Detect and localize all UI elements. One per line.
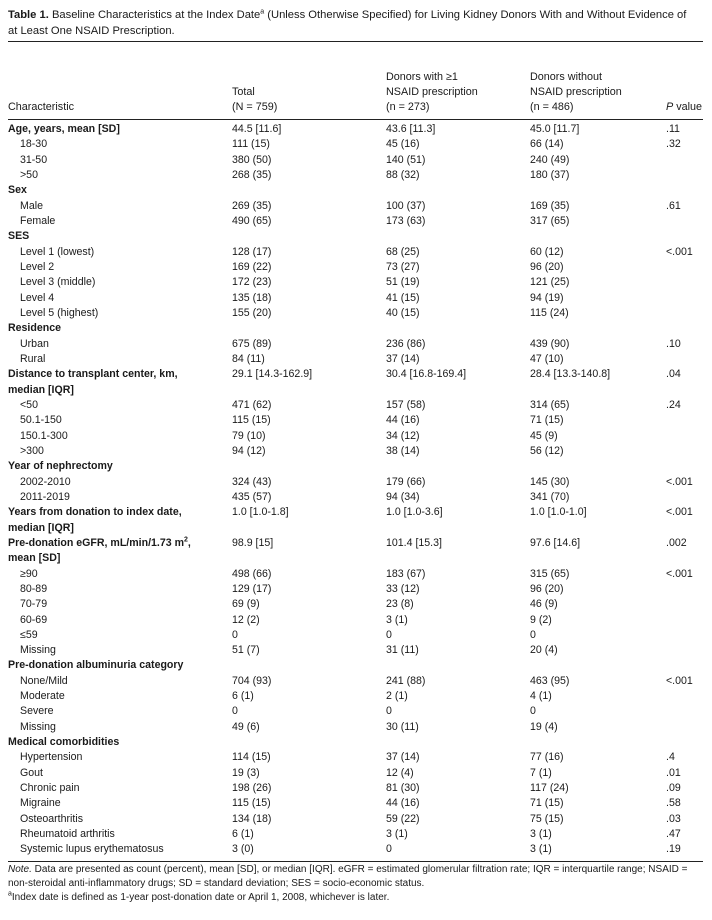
with-nsaid-cell: 88 (32): [386, 168, 420, 181]
row-label: [20, 720, 240, 735]
table-row: [0, 275, 712, 290]
with-nsaid-cell: 94 (34): [386, 490, 420, 503]
row-label: [20, 398, 240, 413]
with-nsaid-cell: 12 (4): [386, 766, 414, 779]
row-label: [20, 214, 240, 229]
table-row: [0, 352, 712, 367]
row-label-text: Pre-donation eGFR, mL/min/1.73 m: [8, 536, 185, 549]
table-body: [0, 122, 712, 858]
p-value-cell: .04: [666, 368, 681, 381]
total-cell: 69 (9): [232, 598, 260, 611]
row-label-text: <50: [20, 398, 38, 411]
row-label: [20, 689, 240, 704]
row-label-text: Urban: [20, 337, 49, 350]
header-p-rest: value: [673, 101, 703, 113]
p-value-cell: <.001: [666, 475, 693, 488]
row-label: [8, 183, 228, 198]
row-label: [8, 229, 228, 244]
with-nsaid-cell: 44 (16): [386, 797, 420, 810]
without-nsaid-cell: 463 (95): [530, 674, 570, 687]
without-nsaid-cell: 240 (49): [530, 153, 570, 166]
with-nsaid-cell: 81 (30): [386, 782, 420, 795]
row-label: [20, 352, 240, 367]
note-text: Data are presented as count (percent), mean [SD], or median [IQR]. eGFR = estimated glomerular filtration rate; IQR = interquartile range; NSAID = non-steroidal anti-inflammatory drugs; SD = standard deviation; SES = socio-economic status.: [8, 864, 688, 889]
header-p-italic: P: [666, 101, 674, 113]
row-label: [20, 245, 240, 260]
without-nsaid-cell: 314 (65): [530, 398, 570, 411]
p-value-cell: <.001: [666, 674, 693, 687]
header-without-nsaid: Donors without NSAID prescription (n = 486): [530, 71, 622, 113]
total-cell: 115 (15): [232, 797, 271, 810]
row-label: [20, 597, 240, 612]
table-row: [0, 260, 712, 275]
with-nsaid-cell: 140 (51): [386, 153, 426, 166]
with-nsaid-cell: 23 (8): [386, 598, 414, 611]
with-nsaid-cell: 31 (11): [386, 644, 419, 657]
p-value-cell: .01: [666, 766, 681, 779]
total-cell: 19 (3): [232, 766, 260, 779]
header-characteristic: Characteristic: [8, 101, 74, 113]
table-section-row: [0, 321, 712, 336]
with-nsaid-cell: 30 (11): [386, 720, 419, 733]
row-label-text: ≤59: [20, 628, 38, 641]
p-value-cell: <.001: [666, 245, 693, 258]
row-label: [20, 582, 240, 597]
footnote-text: Index date is defined as 1-year post-donation date or April 1, 2008, whichever is later.: [11, 892, 390, 903]
row-label-text: Age, years, mean [SD]: [8, 123, 120, 135]
table-row: [0, 168, 712, 183]
with-nsaid-cell: 37 (14): [386, 751, 420, 764]
with-nsaid-cell: 101.4 [15.3]: [386, 536, 442, 549]
with-nsaid-cell: 37 (14): [386, 352, 420, 365]
row-label: [8, 122, 228, 137]
without-nsaid-cell: 96 (20): [530, 582, 564, 595]
with-nsaid-cell: 33 (12): [386, 582, 420, 595]
without-nsaid-cell: 19 (4): [530, 720, 558, 733]
with-nsaid-cell: 38 (14): [386, 444, 420, 457]
row-label-text: Years from donation to index date, median [IQR]: [8, 506, 182, 534]
without-nsaid-cell: 56 (12): [530, 444, 564, 457]
total-cell: 490 (65): [232, 214, 272, 227]
row-label-text: Level 1 (lowest): [20, 245, 95, 258]
table-row: [0, 153, 712, 168]
total-cell: 12 (2): [232, 613, 260, 626]
with-nsaid-cell: 1.0 [1.0-3.6]: [386, 506, 443, 519]
row-label: [20, 796, 240, 811]
total-cell: 29.1 [14.3-162.9]: [232, 368, 313, 381]
total-cell: 704 (93): [232, 674, 272, 687]
table-caption: [8, 7, 698, 39]
without-nsaid-cell: 47 (10): [530, 352, 564, 365]
row-label: [20, 413, 240, 428]
table-row: [0, 613, 712, 628]
total-cell: 380 (50): [232, 153, 272, 166]
total-cell: 198 (26): [232, 782, 272, 795]
p-value-cell: <.001: [666, 506, 693, 519]
total-cell: 111 (15): [232, 138, 270, 151]
table-row: [0, 766, 712, 781]
with-nsaid-cell: 68 (25): [386, 245, 420, 258]
row-label-text: 31-50: [20, 153, 48, 166]
table-row: [0, 689, 712, 704]
total-cell: 49 (6): [232, 720, 260, 733]
row-label: [8, 658, 228, 673]
row-label-text: Level 4: [20, 291, 55, 304]
row-label: [20, 490, 240, 505]
footnote-marker: a: [8, 890, 12, 898]
row-label-text: Level 3 (middle): [20, 276, 96, 289]
total-cell: 268 (35): [232, 168, 272, 181]
table-row: [0, 444, 712, 459]
row-label-text: Medical comorbidities: [8, 736, 120, 749]
p-value-cell: .002: [666, 536, 687, 549]
p-value-cell: .4: [666, 751, 675, 764]
row-label: [20, 704, 240, 719]
with-nsaid-cell: 41 (15): [386, 291, 420, 304]
row-label: [20, 137, 240, 152]
table-section-row: [0, 735, 712, 750]
row-label: [8, 459, 228, 474]
with-nsaid-cell: 157 (58): [386, 398, 426, 411]
total-cell: 134 (18): [232, 812, 272, 825]
row-label-text: 2011-2019: [20, 490, 70, 503]
p-value-cell: .19: [666, 843, 681, 856]
row-label: [20, 444, 240, 459]
header-p-value: [666, 100, 702, 115]
total-cell: 44.5 [11.6]: [232, 123, 282, 135]
without-nsaid-cell: 117 (24): [530, 782, 569, 795]
with-nsaid-cell: 3 (1): [386, 613, 408, 626]
row-label: [20, 260, 240, 275]
without-nsaid-cell: 60 (12): [530, 245, 564, 258]
table-row: [0, 597, 712, 612]
total-cell: 471 (62): [232, 398, 272, 411]
row-label-text: Male: [20, 199, 43, 212]
row-label-text: Rheumatoid arthritis: [20, 828, 115, 841]
row-label-text: 18-30: [20, 138, 48, 151]
row-label-text-rest: , mean [SD]: [8, 536, 191, 565]
table-notes: [8, 863, 698, 905]
without-nsaid-cell: 341 (70): [530, 490, 570, 503]
without-nsaid-cell: 94 (19): [530, 291, 564, 304]
with-nsaid-cell: 3 (1): [386, 828, 408, 841]
p-value-cell: .11: [666, 123, 680, 135]
row-label: [20, 168, 240, 183]
table-row: [0, 720, 712, 735]
total-cell: 6 (1): [232, 828, 254, 841]
total-cell: 172 (23): [232, 276, 272, 289]
row-label: [20, 567, 240, 582]
total-cell: 0: [232, 705, 238, 718]
without-nsaid-cell: 46 (9): [530, 598, 558, 611]
with-nsaid-cell: 236 (86): [386, 337, 426, 350]
row-label: [8, 735, 228, 750]
row-label: [20, 827, 240, 842]
total-cell: 129 (17): [232, 582, 272, 595]
table-row: [0, 413, 712, 428]
row-label-text: >300: [20, 444, 44, 457]
row-label-text: ≥90: [20, 567, 38, 580]
table-row: [0, 781, 712, 796]
without-nsaid-cell: 77 (16): [530, 751, 564, 764]
table-section-row: [0, 658, 712, 673]
total-cell: 51 (7): [232, 644, 260, 657]
row-label-text: Residence: [8, 322, 61, 335]
total-cell: 435 (57): [232, 490, 272, 503]
top-rule: [8, 41, 703, 42]
table-row: [0, 827, 712, 842]
without-nsaid-cell: 315 (65): [530, 567, 570, 580]
without-nsaid-cell: 169 (35): [530, 199, 570, 212]
note-label: Note.: [8, 864, 32, 875]
p-value-cell: .09: [666, 782, 681, 795]
table-row: [0, 214, 712, 229]
with-nsaid-cell: 43.6 [11.3]: [386, 123, 436, 135]
without-nsaid-cell: 75 (15): [530, 812, 564, 825]
table-section-row: [0, 122, 712, 137]
row-label-text: Chronic pain: [20, 782, 80, 795]
row-label: [20, 475, 240, 490]
table-row: [0, 796, 712, 811]
table-row: [0, 199, 712, 214]
without-nsaid-cell: 20 (4): [530, 644, 558, 657]
with-nsaid-cell: 2 (1): [386, 690, 408, 703]
without-nsaid-cell: 96 (20): [530, 260, 564, 273]
without-nsaid-cell: 97.6 [14.6]: [530, 536, 581, 549]
row-label: [20, 306, 240, 321]
table-label: Table 1.: [8, 9, 49, 21]
with-nsaid-cell: 45 (16): [386, 138, 420, 151]
row-label: [8, 505, 228, 536]
total-cell: 269 (35): [232, 199, 272, 212]
table-section-row: [0, 505, 712, 536]
header-total: Total (N = 759): [232, 86, 278, 113]
with-nsaid-cell: 30.4 [16.8-169.4]: [386, 368, 467, 381]
table-row: [0, 337, 712, 352]
row-label-text: Moderate: [20, 690, 65, 703]
row-label: [20, 153, 240, 168]
with-nsaid-cell: 241 (88): [386, 674, 426, 687]
without-nsaid-cell: 71 (15): [530, 797, 564, 810]
p-value-cell: .24: [666, 398, 681, 411]
with-nsaid-cell: 40 (15): [386, 306, 420, 319]
total-cell: 84 (11): [232, 352, 265, 365]
bottom-rule: [8, 861, 703, 862]
table-row: [0, 475, 712, 490]
without-nsaid-cell: 3 (1): [530, 828, 552, 841]
row-label-text: 80-89: [20, 582, 48, 595]
row-label: [20, 199, 240, 214]
table-row: [0, 582, 712, 597]
without-nsaid-cell: 7 (1): [530, 766, 552, 779]
with-nsaid-cell: 173 (63): [386, 214, 426, 227]
row-label-text: Sex: [8, 184, 27, 197]
row-label-text: Distance to transplant center, km, median [IQR]: [8, 368, 178, 396]
with-nsaid-cell: 0: [386, 843, 392, 856]
total-cell: 0: [232, 628, 238, 641]
caption-text-rest: (Unless Otherwise Specified) for Living Kidney Donors With and Without Evidence of at Least One NSAID Prescription.: [8, 9, 687, 37]
total-cell: 675 (89): [232, 337, 272, 350]
row-label-text: 150.1-300: [20, 429, 68, 442]
row-label-text: 2002-2010: [20, 475, 71, 488]
p-value-cell: .03: [666, 812, 681, 825]
without-nsaid-cell: 317 (65): [530, 214, 570, 227]
note: [8, 863, 698, 891]
row-label-text: Year of nephrectomy: [8, 460, 113, 473]
table-row: [0, 812, 712, 827]
total-cell: 324 (43): [232, 475, 272, 488]
row-label: [20, 613, 240, 628]
table-section-row: [0, 229, 712, 244]
row-label-text: 50.1-150: [20, 414, 62, 427]
row-label: [20, 781, 240, 796]
table-row: [0, 674, 712, 689]
table-row: [0, 567, 712, 582]
table-row: [0, 429, 712, 444]
total-cell: 114 (15): [232, 751, 271, 764]
table-section-row: [0, 367, 712, 398]
row-label-text: Osteoarthritis: [20, 812, 83, 825]
with-nsaid-cell: 0: [386, 705, 392, 718]
footnote: [8, 891, 698, 905]
row-label-text: >50: [20, 168, 38, 181]
without-nsaid-cell: 145 (30): [530, 475, 570, 488]
table-row: [0, 291, 712, 306]
p-value-cell: .10: [666, 337, 681, 350]
row-label: [20, 766, 240, 781]
total-cell: 94 (12): [232, 444, 266, 457]
with-nsaid-cell: 100 (37): [386, 199, 426, 212]
row-label: [20, 337, 240, 352]
row-label: [8, 367, 228, 398]
row-label: [20, 842, 240, 857]
row-label: [8, 536, 228, 567]
row-label-text: None/Mild: [20, 674, 68, 687]
row-label: [20, 429, 240, 444]
row-label: [20, 643, 240, 658]
row-label: [20, 812, 240, 827]
without-nsaid-cell: 4 (1): [530, 690, 552, 703]
without-nsaid-cell: 0: [530, 705, 536, 718]
total-cell: 135 (18): [232, 291, 272, 304]
total-cell: 498 (66): [232, 567, 272, 580]
with-nsaid-cell: 51 (19): [386, 276, 420, 289]
table-section-row: [0, 536, 712, 567]
table-row: [0, 842, 712, 857]
without-nsaid-cell: 180 (37): [530, 168, 570, 181]
row-label-superscript: 2: [184, 536, 188, 544]
total-cell: 1.0 [1.0-1.8]: [232, 506, 289, 519]
total-cell: 155 (20): [232, 306, 272, 319]
header-with-nsaid: Donors with ≥1 NSAID prescription (n = 273): [386, 71, 478, 113]
with-nsaid-cell: 44 (16): [386, 414, 420, 427]
table-row: [0, 490, 712, 505]
p-value-cell: .47: [666, 828, 681, 841]
without-nsaid-cell: 45 (9): [530, 429, 558, 442]
header-rule: [8, 119, 703, 120]
table-row: [0, 137, 712, 152]
table-row: [0, 398, 712, 413]
table-row: [0, 306, 712, 321]
caption-footnote-marker: a: [260, 8, 265, 16]
total-cell: 3 (0): [232, 843, 254, 856]
row-label-text: Hypertension: [20, 751, 83, 764]
row-label-text: Pre-donation albuminuria category: [8, 659, 184, 672]
without-nsaid-cell: 121 (25): [530, 276, 570, 289]
row-label: [20, 674, 240, 689]
with-nsaid-cell: 34 (12): [386, 429, 420, 442]
table-row: [0, 750, 712, 765]
row-label-text: Gout: [20, 766, 43, 779]
with-nsaid-cell: 0: [386, 628, 392, 641]
with-nsaid-cell: 59 (22): [386, 812, 420, 825]
row-label-text: Level 5 (highest): [20, 306, 99, 319]
row-label: [8, 321, 228, 336]
table-section-row: [0, 459, 712, 474]
row-label-text: 60-69: [20, 613, 48, 626]
row-label: [20, 628, 240, 643]
row-label-text: Missing: [20, 644, 56, 657]
row-label: [20, 750, 240, 765]
row-label-text: Severe: [20, 705, 54, 718]
p-value-cell: .32: [666, 138, 681, 151]
p-value-cell: .58: [666, 797, 681, 810]
total-cell: 79 (10): [232, 429, 266, 442]
row-label-text: 70-79: [20, 598, 48, 611]
without-nsaid-cell: 115 (24): [530, 306, 569, 319]
without-nsaid-cell: 66 (14): [530, 138, 564, 151]
table-section-row: [0, 183, 712, 198]
without-nsaid-cell: 28.4 [13.3-140.8]: [530, 368, 611, 381]
table-row: [0, 628, 712, 643]
p-value-cell: <.001: [666, 567, 693, 580]
row-label-text: Systemic lupus erythematosus: [20, 843, 164, 856]
row-label-text: SES: [8, 230, 30, 243]
with-nsaid-cell: 179 (66): [386, 475, 426, 488]
row-label-text: Level 2: [20, 260, 55, 273]
without-nsaid-cell: 71 (15): [530, 414, 564, 427]
total-cell: 115 (15): [232, 414, 271, 427]
caption-text: Baseline Characteristics at the Index Date: [51, 9, 261, 21]
table-row: [0, 704, 712, 719]
without-nsaid-cell: 9 (2): [530, 613, 552, 626]
without-nsaid-cell: 439 (90): [530, 337, 570, 350]
row-label: [20, 291, 240, 306]
row-label-text: Female: [20, 214, 56, 227]
row-label-text: Rural: [20, 352, 46, 365]
total-cell: 169 (22): [232, 260, 272, 273]
total-cell: 98.9 [15]: [232, 536, 274, 549]
row-label: [20, 275, 240, 290]
with-nsaid-cell: 183 (67): [386, 567, 426, 580]
without-nsaid-cell: 45.0 [11.7]: [530, 123, 580, 135]
without-nsaid-cell: 1.0 [1.0-1.0]: [530, 506, 587, 519]
table-row: [0, 245, 712, 260]
row-label-text: Migraine: [20, 797, 61, 810]
without-nsaid-cell: 3 (1): [530, 843, 552, 856]
total-cell: 128 (17): [232, 245, 272, 258]
p-value-cell: .61: [666, 199, 681, 212]
total-cell: 6 (1): [232, 690, 254, 703]
without-nsaid-cell: 0: [530, 628, 536, 641]
row-label-text: Missing: [20, 720, 56, 733]
table-row: [0, 643, 712, 658]
with-nsaid-cell: 73 (27): [386, 260, 420, 273]
